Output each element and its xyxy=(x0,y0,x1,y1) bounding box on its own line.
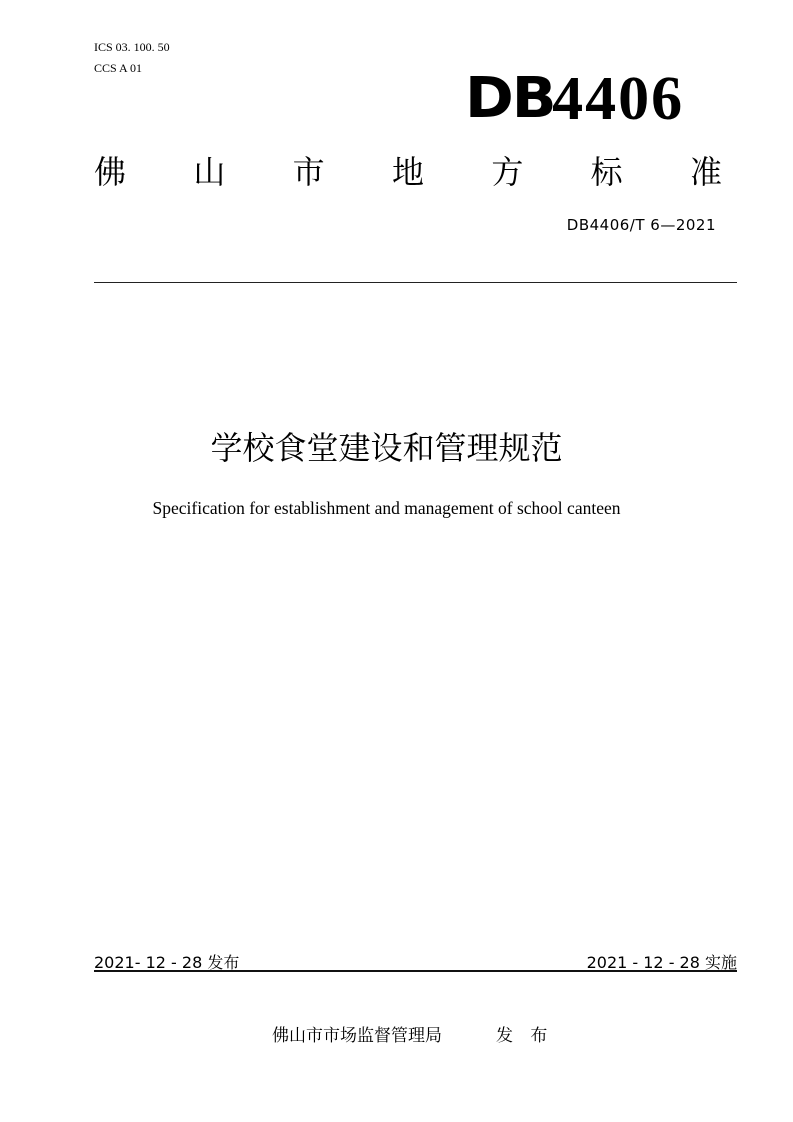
header-divider xyxy=(94,282,737,283)
standard-code: DB4406/T 6—2021 xyxy=(566,216,716,234)
db-logo xyxy=(465,65,685,133)
document-title-chinese: 学校食堂建设和管理规范 xyxy=(210,429,563,467)
standard-type-char: 佛 xyxy=(94,153,127,191)
standard-type-char: 地 xyxy=(391,153,424,191)
standard-type-char: 市 xyxy=(292,153,325,191)
db-logo-letters: DB xyxy=(465,66,555,131)
ics-code: ICS 03. 100. 50 xyxy=(94,40,170,54)
issuing-action: 发 布 xyxy=(496,1026,554,1046)
standard-type-char: 标 xyxy=(590,153,623,191)
standard-type-char: 准 xyxy=(689,153,722,191)
issue-date: 2021- 12 - 28 发布 xyxy=(94,953,240,972)
issuing-authority: 佛山市市场监督管理局 xyxy=(272,1026,442,1046)
standard-type-char: 山 xyxy=(193,153,226,191)
standard-type-char: 方 xyxy=(491,153,524,191)
footer-divider xyxy=(94,970,737,972)
ccs-code: CCS A 01 xyxy=(94,61,143,75)
implementation-date: 2021 - 12 - 28 实施 xyxy=(586,953,737,972)
standard-type-heading xyxy=(94,150,722,194)
document-title-english: Specification for establishment and management of school canteen xyxy=(152,498,621,518)
db-logo-number: 4406 xyxy=(552,65,685,133)
